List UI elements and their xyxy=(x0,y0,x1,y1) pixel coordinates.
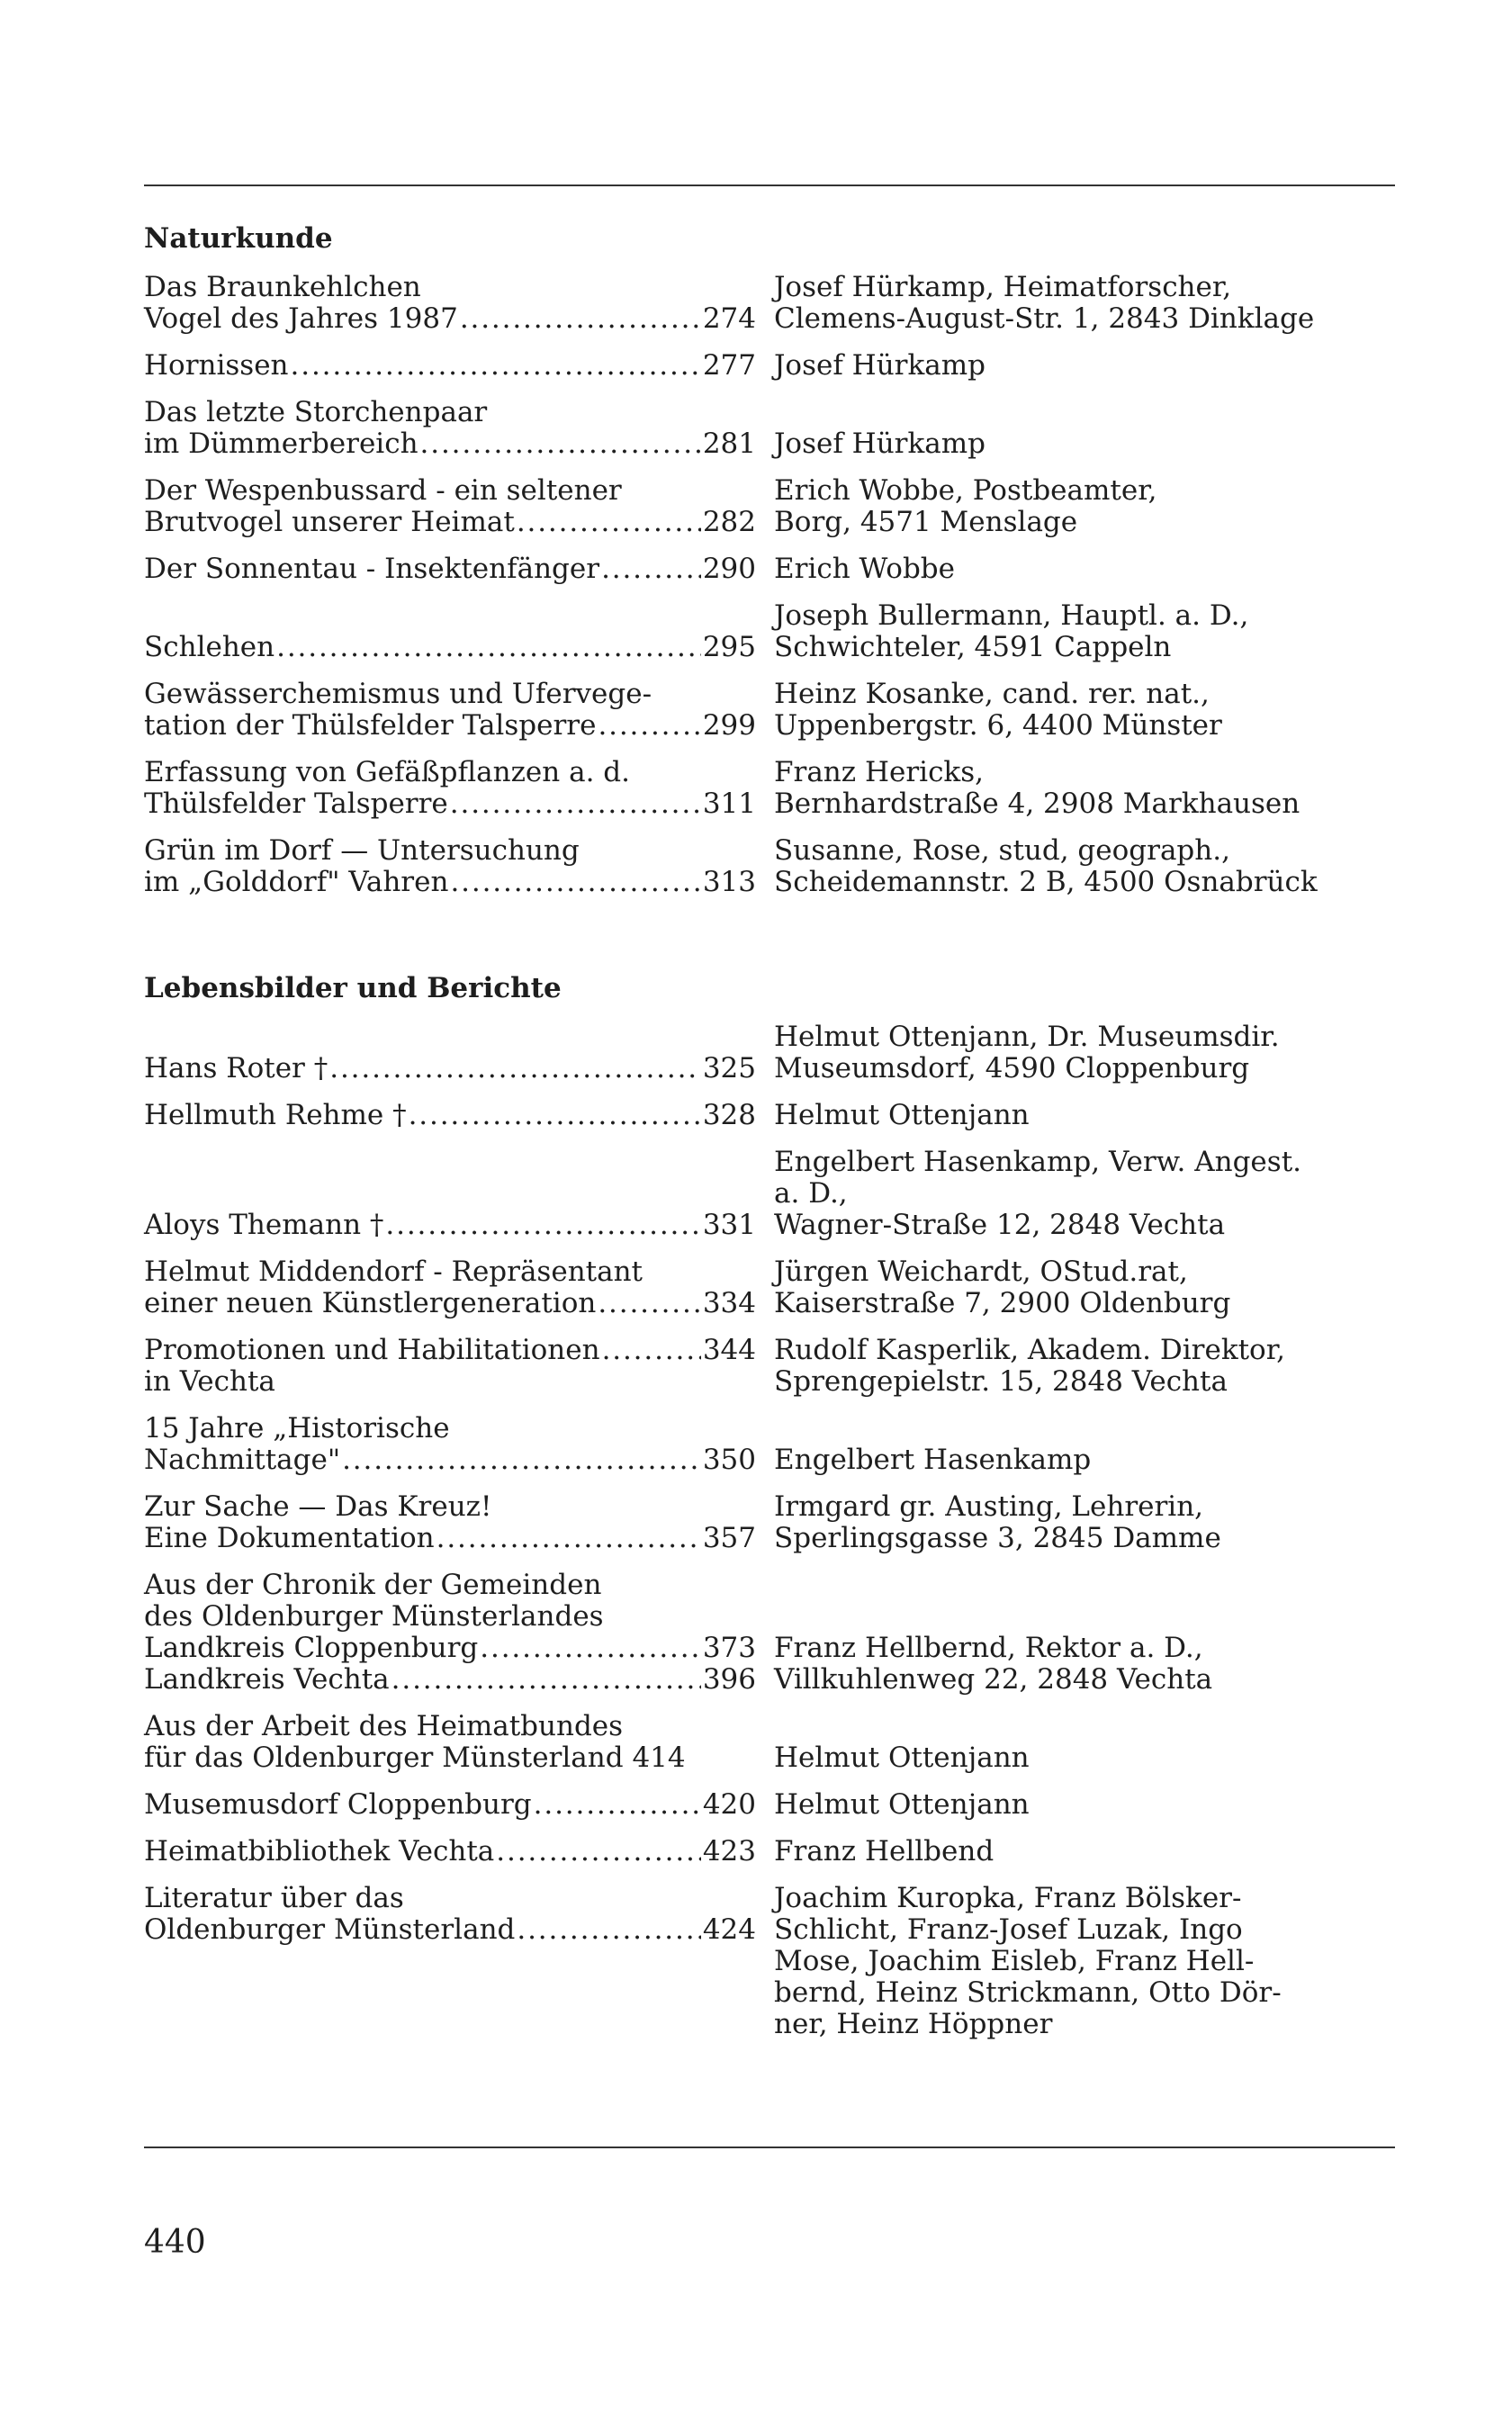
title-line xyxy=(144,1335,756,1366)
title-line xyxy=(144,1742,756,1774)
toc-entry xyxy=(144,1570,1395,1696)
entry-title-text: Gewässerchemismus und Ufervege- xyxy=(144,678,652,710)
toc-entry xyxy=(144,835,1395,898)
toc-entry xyxy=(144,1711,1395,1774)
title-line xyxy=(144,397,756,428)
toc-entry xyxy=(144,1256,1395,1319)
author-line: Villkuhlenweg 22, 2848 Vechta xyxy=(774,1663,1213,1696)
title-line xyxy=(144,1256,756,1288)
author-line: Engelbert Hasenkamp xyxy=(774,1444,1092,1476)
dot-leader xyxy=(517,1914,700,1946)
dot-leader xyxy=(450,788,701,820)
entry-list xyxy=(144,272,1395,898)
entry-author-column xyxy=(774,397,1395,460)
entry-title-text: Landkreis Cloppenburg xyxy=(144,1632,479,1664)
entry-title-text: Grün im Dorf — Untersuchung xyxy=(144,834,580,867)
entry-title-text: des Oldenburger Münsterlandes xyxy=(144,1600,604,1633)
title-line xyxy=(144,475,756,507)
author-line: Helmut Ottenjann xyxy=(774,1788,1030,1821)
entry-title-column xyxy=(144,679,756,742)
entry-title-text: Aloys Themann † xyxy=(144,1209,384,1241)
entry-page-number: 423 xyxy=(702,1835,756,1868)
entry-page-number: 299 xyxy=(702,709,756,742)
entry-title-column xyxy=(144,1883,756,2040)
entry-title-text: Literatur über das xyxy=(144,1882,404,1914)
dot-leader xyxy=(276,632,701,663)
entry-title-text: Oldenburger Münsterland xyxy=(144,1913,516,1946)
author-line: Scheidemannstr. 2 B, 4500 Osnabrück xyxy=(774,866,1318,898)
toc-entry xyxy=(144,679,1395,742)
entry-title-text: Zur Sache — Das Kreuz! xyxy=(144,1490,492,1523)
entry-author-column xyxy=(774,1789,1395,1821)
author-line: Schwichteler, 4591 Cappeln xyxy=(774,631,1172,663)
section-naturkunde xyxy=(144,220,1395,898)
entry-title-text: Eine Dokumentation xyxy=(144,1522,435,1554)
author-line: Josef Hürkamp xyxy=(774,349,986,382)
author-line: Erich Wobbe, Postbeamter, xyxy=(774,474,1157,507)
author-line: Joseph Bullermann, Hauptl. a. D., xyxy=(774,599,1249,632)
author-line: a. D., xyxy=(774,1177,848,1210)
author-line: Kaiserstraße 7, 2900 Oldenburg xyxy=(774,1287,1231,1319)
toc-entry xyxy=(144,1147,1395,1241)
entry-title-column xyxy=(144,272,756,335)
entry-page-number: 313 xyxy=(702,866,756,898)
entry-author-column xyxy=(774,1335,1395,1398)
entry-page-number: 424 xyxy=(702,1913,756,1946)
entry-author-column xyxy=(774,679,1395,742)
author-line: Engelbert Hasenkamp, Verw. Angest. xyxy=(774,1146,1302,1178)
title-line xyxy=(144,1789,756,1821)
author-line: Susanne, Rose, stud, geograph., xyxy=(774,834,1230,867)
author-line: Uppenbergstr. 6, 4400 Münster xyxy=(774,709,1222,742)
author-line: Borg, 4571 Menslage xyxy=(774,506,1078,538)
dot-leader xyxy=(598,1288,700,1319)
author-line xyxy=(774,1413,1395,1444)
entry-author-column xyxy=(774,554,1395,585)
author-line: Museumsdorf, 4590 Cloppenburg xyxy=(774,1052,1250,1084)
toc-entry xyxy=(144,1491,1395,1554)
title-line xyxy=(144,1633,756,1664)
dot-leader xyxy=(598,710,700,742)
entry-page-number: 334 xyxy=(702,1287,756,1319)
dot-leader xyxy=(460,303,701,335)
title-line xyxy=(144,1413,756,1444)
entry-author-column xyxy=(774,475,1395,538)
title-line xyxy=(144,1444,756,1476)
entry-title-column xyxy=(144,554,756,585)
toc-entry xyxy=(144,1836,1395,1868)
author-line: Franz Hellbend xyxy=(774,1835,994,1868)
title-line xyxy=(144,1664,756,1696)
author-line: Helmut Ottenjann xyxy=(774,1742,1030,1774)
entry-title-text: im „Golddorf" Vahren xyxy=(144,866,449,898)
dot-leader xyxy=(534,1789,701,1821)
toc-entry xyxy=(144,272,1395,335)
title-line xyxy=(144,1053,756,1084)
author-line: bernd, Heinz Strickmann, Otto Dör- xyxy=(774,1976,1282,2009)
entry-author-column xyxy=(774,1836,1395,1868)
title-line xyxy=(144,757,756,788)
title-line xyxy=(144,1178,756,1210)
title-line xyxy=(144,1836,756,1868)
entry-author-column xyxy=(774,757,1395,820)
entry-author-column xyxy=(774,1413,1395,1476)
title-line xyxy=(144,1100,756,1131)
title-line xyxy=(144,632,756,663)
entry-title-column xyxy=(144,1100,756,1131)
entry-author-column xyxy=(774,1256,1395,1319)
entry-title-text: Heimatbibliothek Vechta xyxy=(144,1835,495,1868)
toc-entry xyxy=(144,1883,1395,2040)
entry-title-column xyxy=(144,1022,756,1084)
toc-entry xyxy=(144,1022,1395,1084)
title-line xyxy=(144,1147,756,1178)
entry-title-column xyxy=(144,397,756,460)
dot-leader xyxy=(409,1100,701,1131)
title-line xyxy=(144,1711,756,1742)
toc-entry xyxy=(144,1100,1395,1131)
entry-page-number: 350 xyxy=(702,1444,756,1476)
dot-leader xyxy=(601,554,701,585)
title-line xyxy=(144,1523,756,1554)
entry-title-text: Hellmuth Rehme † xyxy=(144,1099,407,1131)
dot-leader xyxy=(602,1335,701,1366)
title-line xyxy=(144,1914,756,1946)
entry-title-text: Aus der Chronik der Gemeinden xyxy=(144,1569,602,1601)
entry-page-number: 420 xyxy=(702,1788,756,1821)
author-line: Bernhardstraße 4, 2908 Markhausen xyxy=(774,788,1300,820)
entry-title-text: Thülsfelder Talsperre xyxy=(144,788,448,820)
toc-entry xyxy=(144,1335,1395,1398)
dot-leader xyxy=(517,507,701,538)
author-line xyxy=(774,1601,1395,1633)
title-line xyxy=(144,428,756,460)
entry-title-text: Hans Roter † xyxy=(144,1052,328,1084)
author-line: Wagner-Straße 12, 2848 Vechta xyxy=(774,1209,1226,1241)
author-line: Franz Hericks, xyxy=(774,756,984,788)
entry-page-number: 295 xyxy=(702,631,756,663)
entry-title-text: Helmut Middendorf - Repräsentant xyxy=(144,1256,644,1288)
entry-title-text: Das letzte Storchenpaar xyxy=(144,396,488,428)
section-lebensbilder xyxy=(144,970,1395,2040)
entry-author-column xyxy=(774,1100,1395,1131)
entry-title-text: Schlehen xyxy=(144,631,275,663)
dot-leader xyxy=(385,1210,700,1241)
entry-page-number: 328 xyxy=(702,1099,756,1131)
entry-title-column xyxy=(144,1491,756,1554)
entry-author-column xyxy=(774,835,1395,898)
entry-page-number: 357 xyxy=(702,1522,756,1554)
entry-title-text: tation der Thülsfelder Talsperre xyxy=(144,709,597,742)
author-line: Schlicht, Franz-Josef Luzak, Ingo xyxy=(774,1913,1243,1946)
author-line: Joachim Kuropka, Franz Bölsker- xyxy=(774,1882,1242,1914)
entry-title-text: Aus der Arbeit des Heimatbundes xyxy=(144,1710,624,1742)
entry-title-column xyxy=(144,757,756,820)
entry-page-number: 396 xyxy=(702,1663,756,1696)
section-title: Lebensbilder und Berichte xyxy=(144,972,562,1004)
author-line xyxy=(774,1711,1395,1742)
page-number: 440 xyxy=(144,2224,206,2261)
author-line: Josef Hürkamp xyxy=(774,428,986,460)
entry-author-column xyxy=(774,272,1395,335)
title-line xyxy=(144,1601,756,1633)
dot-leader xyxy=(436,1523,701,1554)
title-line xyxy=(144,679,756,710)
entry-author-column xyxy=(774,1883,1395,2040)
entry-title-column xyxy=(144,1836,756,1868)
dot-leader xyxy=(342,1444,701,1476)
title-line xyxy=(144,1570,756,1601)
author-line: Sperlingsgasse 3, 2845 Damme xyxy=(774,1522,1221,1554)
author-line: Clemens-August-Str. 1, 2843 Dinklage xyxy=(774,302,1315,335)
entry-title-text: Landkreis Vechta xyxy=(144,1663,390,1696)
entry-title-column xyxy=(144,600,756,663)
entry-title-text: 15 Jahre „Historische xyxy=(144,1412,450,1444)
entry-title-text: einer neuen Künstlergeneration xyxy=(144,1287,597,1319)
top-rule xyxy=(144,184,1395,186)
title-line xyxy=(144,835,756,867)
entry-title-column xyxy=(144,1570,756,1696)
entry-author-column xyxy=(774,1570,1395,1696)
entry-title-text: Erfassung von Gefäßpflanzen a. d. xyxy=(144,756,630,788)
dot-leader xyxy=(329,1053,701,1084)
author-line: Mose, Joachim Eisleb, Franz Hell- xyxy=(774,1945,1255,1977)
entry-page-number: 282 xyxy=(702,506,756,538)
title-line xyxy=(144,1883,756,1914)
entry-title-text: Hornissen xyxy=(144,349,289,382)
entry-title-text: in Vechta xyxy=(144,1365,275,1398)
entry-author-column xyxy=(774,1022,1395,1084)
entry-page-number: 274 xyxy=(702,302,756,335)
author-line xyxy=(774,397,1395,428)
toc-entry xyxy=(144,1413,1395,1476)
entry-title-text: im Dümmerbereich xyxy=(144,428,418,460)
section-title: Naturkunde xyxy=(144,222,333,255)
title-line xyxy=(144,867,756,898)
entry-title-column xyxy=(144,475,756,538)
title-line xyxy=(144,1366,756,1398)
title-line xyxy=(144,710,756,742)
entry-title-text: Der Sonnentau - Insektenfänger xyxy=(144,553,600,585)
author-line: Jürgen Weichardt, OStud.rat, xyxy=(774,1256,1188,1288)
entry-page-number: 277 xyxy=(702,349,756,382)
title-line xyxy=(144,350,756,382)
entry-title-column xyxy=(144,1789,756,1821)
author-line: Irmgard gr. Austing, Lehrerin, xyxy=(774,1490,1204,1523)
entry-title-text: Vogel des Jahres 1987 xyxy=(144,302,458,335)
title-line xyxy=(144,1210,756,1241)
entry-title-text: für das Oldenburger Münsterland 414 xyxy=(144,1742,686,1774)
title-line xyxy=(144,303,756,335)
bottom-rule xyxy=(144,2146,1395,2148)
toc-entry xyxy=(144,350,1395,382)
author-line: Erich Wobbe xyxy=(774,553,956,585)
title-line xyxy=(144,1022,756,1053)
entry-author-column xyxy=(774,1491,1395,1554)
author-line: Rudolf Kasperlik, Akadem. Direktor, xyxy=(774,1334,1285,1366)
dot-leader xyxy=(291,350,701,382)
author-line: Helmut Ottenjann, Dr. Museumsdir. xyxy=(774,1021,1280,1053)
entry-title-text: Nachmittage" xyxy=(144,1444,341,1476)
entry-page-number: 281 xyxy=(702,428,756,460)
entry-page-number: 311 xyxy=(702,788,756,820)
entry-title-column xyxy=(144,835,756,898)
entry-title-text: Der Wespenbussard - ein seltener xyxy=(144,474,622,507)
entry-author-column xyxy=(774,1147,1395,1241)
entry-title-text: Musemusdorf Cloppenburg xyxy=(144,1788,532,1821)
toc-entry xyxy=(144,600,1395,663)
toc-entry xyxy=(144,1789,1395,1821)
title-line xyxy=(144,788,756,820)
toc-entry xyxy=(144,554,1395,585)
entry-page-number: 325 xyxy=(702,1052,756,1084)
entry-author-column xyxy=(774,600,1395,663)
entry-title-column xyxy=(144,1335,756,1398)
dot-leader xyxy=(420,428,701,460)
dot-leader xyxy=(392,1664,701,1696)
toc-entry xyxy=(144,397,1395,460)
entry-title-column xyxy=(144,350,756,382)
entry-page-number: 344 xyxy=(702,1334,756,1366)
entry-page-number: 290 xyxy=(702,553,756,585)
author-line: Franz Hellbernd, Rektor a. D., xyxy=(774,1632,1203,1664)
entry-title-column xyxy=(144,1413,756,1476)
author-line: ner, Heinz Höppner xyxy=(774,2008,1053,2040)
title-line xyxy=(144,1288,756,1319)
title-line xyxy=(144,600,756,632)
title-line xyxy=(144,1491,756,1523)
entry-author-column xyxy=(774,1711,1395,1774)
entry-title-column xyxy=(144,1711,756,1774)
entry-page-number: 373 xyxy=(702,1632,756,1664)
title-line xyxy=(144,272,756,303)
title-line xyxy=(144,554,756,585)
author-line: Heinz Kosanke, cand. rer. nat., xyxy=(774,678,1210,710)
entry-title-text: Brutvogel unserer Heimat xyxy=(144,506,515,538)
entry-page-number: 331 xyxy=(702,1209,756,1241)
dot-leader xyxy=(450,867,700,898)
author-line: Sprengepielstr. 15, 2848 Vechta xyxy=(774,1365,1228,1398)
dot-leader xyxy=(496,1836,701,1868)
toc-entry xyxy=(144,757,1395,820)
title-line xyxy=(144,507,756,538)
entry-title-text: Promotionen und Habilitationen xyxy=(144,1334,600,1366)
entry-title-column xyxy=(144,1147,756,1241)
author-line: Josef Hürkamp, Heimatforscher, xyxy=(774,271,1232,303)
author-line: Helmut Ottenjann xyxy=(774,1099,1030,1131)
entry-title-column xyxy=(144,1256,756,1319)
entry-author-column xyxy=(774,350,1395,382)
dot-leader xyxy=(480,1633,701,1664)
author-line xyxy=(774,1570,1395,1601)
entry-title-text: Das Braunkehlchen xyxy=(144,271,421,303)
entry-list xyxy=(144,1022,1395,2040)
toc-entry xyxy=(144,475,1395,538)
